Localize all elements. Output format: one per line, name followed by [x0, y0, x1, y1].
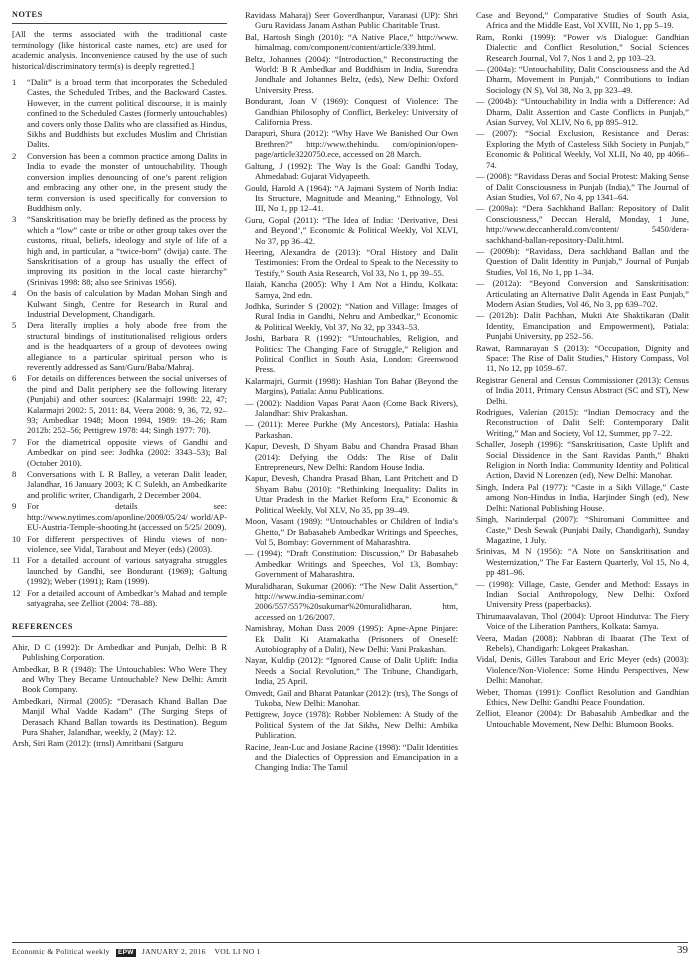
reference-entry: Ambedkar, B R (1948): The Untouchables: Who Were They and Why They Became Untouchable? New Delhi: Amrit Book Company. [12, 663, 227, 695]
note-item [12, 214, 227, 287]
note-item [12, 501, 227, 532]
reference-entry: Kapur, Devesh, Chandra Prasad Bhan, Lant Pritchett and D Shyam Babu (2010): “Rethinking Inequality: Dalits in Uttar Pradesh in the Market Reform Era,” Economic & Political Weekly, Vol XLV, No 35, pp 39–49. [245, 473, 458, 515]
reference-entry: Racine, Jean-Luc and Josiane Racine (1998): “Dalit Identities and the Dialectics of Oppression and Emancipation in a Changing India: The Tamil [245, 741, 458, 773]
notes-list [12, 77, 227, 608]
note-number: 6 [12, 373, 17, 384]
note-item [12, 534, 227, 555]
note-text: Conversations with L R Balley, a veteran Dalit leader, Jalandhar, 16 January 2003; K C Sulekh, an Ambedkarite and prolific writer, Chandigarh, 2 December 2004. [27, 469, 227, 500]
epw-logo: EPW [117, 949, 134, 956]
reference-entry: Rawat, Ramnarayan S (2013): “Occupation, Dignity and Space: The Rise of Dalit Studies,” History Compass, Vol 11, No 12, pp 1059–67. [476, 342, 689, 374]
note-item [12, 437, 227, 468]
note-text: For different perspectives of Hindu views of non-violence, see Vidal, Tarabout and Meyer (eds) (2003). [27, 533, 227, 554]
reference-entry: Beltz, Johannes (2004): “Introduction,” Reconstructing the World: B R Ambedkar and Buddhism in India, Surendra Jondhale and Johannes Beltz, (eds), New Delhi: Oxford University Press. [245, 53, 458, 95]
reference-entry: Pettigrew, Joyce (1978): Robber Noblemen: A Study of the Political System of the Jat Sikhs, New Delhi: Ambika Publication. [245, 709, 458, 741]
reference-entry: Vidal, Denis, Gilles Tarabout and Eric Meyer (eds) (2003): Violence/Non-Violence: Some Hindu Perspectives, New Delhi: Manohar. [476, 654, 689, 686]
reference-entry: Jodhka, Surinder S (2002): “Nation and Village: Images of Rural India in Gandhi, Nehru and Ambedkar,” Economic & Political Weekly, Vol 37, No 32, pp 3343–53. [245, 300, 458, 332]
note-number: 2 [12, 150, 17, 161]
reference-entry: — (2012b): Dalit Pachhan, Mukti Ate Shaktikaran (Dalit Identity, Emancipation and Empowerment), Patiala: Punjabi University, pp 252–56. [476, 310, 689, 342]
note-number: 3 [12, 214, 17, 225]
note-text: On the basis of calculation by Madan Mohan Singh and Kulwant Singh, Centre for Research in Rural and Industrial Development, Chandigarh. [27, 288, 227, 319]
note-item [12, 469, 227, 500]
note-text: For details see: http://www.nytimes.com/aponline/2009/05/24/ world/AP-EU-Austria-Temple-shooting.ht (accessed on 5/25/ 2009). [27, 501, 227, 533]
note-item [12, 77, 227, 150]
footer-publication [12, 947, 261, 957]
footer-volume: VOL LI NO 1 [214, 947, 261, 956]
note-item [12, 373, 227, 435]
note-text: For a detailed account of various satyagraha struggles launched by Gandhi, see Bondurant (1969); Galtung (1992); Weber (1991); Ram (1999). [27, 555, 227, 587]
reference-entry: Ambedkari, Nirmal (2005): “Derasach Khand Ballan Dae Manjil Whal Vadde Kadam” (The Surging Steps of Derasach Khand Ballan towards its Destination). Begum Pura Shaher, Jalandhar, weekly, 2 (May): 12. [12, 695, 227, 737]
reference-entry: Bal, Hartosh Singh (2010): “A Native Place,” http://www. himalmag. com/component/content/article/339.html. [245, 31, 458, 53]
footer-journal: Economic & Political weekly [12, 947, 110, 956]
note-number: 5 [12, 320, 17, 331]
reference-entry: Moon, Vasant (1989): “Untouchables or Children of India’s Ghetto,” Dr Babasaheb Ambedkar Writings and Speeches, Vol 5, Bombay: Government of Maharashtra. [245, 516, 458, 547]
reference-entry: Darapuri, Shura (2012): “Why Have We Banished Our Own Brethren?” http://www.thehindu. com/opinion/open-page/article3220750.ece, accessed on 28 March. [245, 128, 458, 160]
note-item [12, 151, 227, 213]
reference-entry: Singh, Narinderpal (2007): “Shiromani Committee and Caste,” Desh Sewak (Punjabi Daily, Chandigarh), Sunday Magazine, 1 July. [476, 514, 689, 545]
reference-entry: — (2008): “Ravidass Deras and Social Protest: Making Sense of Dalit Consciousness in Punjab (India),” The Journal of Asian Studies, Vol 67, No 4, pp 1341–64. [476, 171, 689, 202]
reference-entry: — (2009a): “Dera Sachkhand Ballan: Repository of Dalit Consciousness,” Deccan Herald, Monday, 1 June, http://www.deccanherald.com/content/ 5450/dera-sachkhand-ballan-repository-Dalit.html. [476, 203, 689, 245]
reference-entry: — (2007): “Social Exclusion, Resistance and Deras: Exploring the Myth of Casteless Sikh Society in Punjab,” Economic & Political Weekly, Vol XLII, No 40, pp 4066–74. [476, 128, 689, 170]
note-number: 10 [12, 533, 21, 544]
reference-entry: Ahir, D C (1992): Dr Ambedkar and Punjab, Delhi: B R Publishing Corporation. [12, 641, 227, 663]
reference-entry: Kalarmajri, Gurmit (1998): Hashian Ton Bahar (Beyond the Margins), Patiala: Annu Publications. [245, 375, 458, 397]
reference-entry: — (2009b): “Ravidass, Dera sachkhand Ballan and the Question of Dalit Identity in Punjab,” Journal of Punjab Studies, Vol 16, No 1, pp 1–34. [476, 245, 689, 277]
reference-entry: Omvedt, Gail and Bharat Patankar (2012): (trs), The Songs of Tukoba, New Delhi: Manohar. [245, 687, 458, 708]
reference-entry: Muralidharan, Sukumar (2006): “The New Dalit Assertion,” http:///www.india-seminar.com/ 2006/557/557%20sukumar%20muralidharan. htm, accessed on 1/26/2007. [245, 580, 458, 622]
note-number: 9 [12, 501, 17, 512]
reference-entry: Bondurant, Joan V (1969): Conquest of Violence: The Gandhian Philosophy of Conflict, Berkeley: University of California Press. [245, 96, 458, 128]
note-item [12, 588, 227, 609]
reference-entry: Veera, Madan (2008): Nabbran di Ibaarat (The Text of Rebels), Chandigarh: Lokgeet Prakashan. [476, 632, 689, 653]
reference-entry: — (2012a): “Beyond Conversion and Sanskritisation: Articulating an Alternative Dalit Agenda in East Punjab,” Modern Asian Studies, Vol 46, No 3, pp 639–702. [476, 278, 689, 309]
reference-entry: Kapur, Devesh, D Shyam Babu and Chandra Prasad Bhan (2014): Defying the Odds: The Rise of Dalit Entrepreneurs, New Delhi: Random House India. [245, 441, 458, 473]
reference-entry: Ilaiah, Kancha (2005): Why I Am Not a Hindu, Kolkata: Samya, 2nd edn. [245, 279, 458, 300]
note-item [12, 288, 227, 319]
reference-entry: — (2011): Meree Purkhe (My Ancestors), Patiala: Hashia Parkashan. [245, 419, 458, 440]
note-number: 7 [12, 436, 17, 447]
reference-entry: Namishray, Mohan Dass 2009 (1995): Apne-Apne Pinjare: Ek Dalit Ki Atamakatha (Prisoners of Oneself: Autobiography of a Dalit), New Delhi: Vani Prakashan. [245, 623, 458, 654]
page-number: 39 [677, 944, 688, 956]
reference-entry: Gould, Harold A (1964): “A Jajmani System of North India: Its Structure, Magnitude and Meaning,” Ethnology, Vol III, No 1, pp 12–41. [245, 182, 458, 214]
reference-entry: Zelliot, Eleanor (2004): Dr Babasahib Ambedkar and the Untouchable Movement, New Delhi: Blumoon Books. [476, 708, 689, 729]
reference-entry: Weber, Thomas (1991): Conflict Resolution and Gandhian Ethics, New Delhi: Gandhi Peace Foundation. [476, 686, 689, 707]
page-footer [12, 942, 688, 957]
note-text: Conversion has been a common practice among Dalits in India to evade the monster of untouchability. Though conversion implies denouncing of one’s parent religion and embracing any other one, in the present study the term conversion is used specifically for conversion to Buddhism only. [27, 150, 227, 213]
reference-entry: Rodrigues, Valerian (2015): “Indian Democracy and the Reconstruction of Dalit Self: Contemporary Dalit Writing,” Man and Society, Vol 12, Summer, pp 7–22. [476, 407, 689, 438]
notes-intro: [All the terms associated with the traditional caste terminology (like historical caste names, etc) are used for academic analysis. Inconvenience caused by the use of such historical/discriminatory term(s) is deeply regretted.] [12, 29, 227, 71]
reference-entry: Srinivas, M N (1956): “A Note on Sanskritisation and Westernization,” The Far Eastern Quarterly, Vol 15, No 4, pp 481–96. [476, 546, 689, 578]
reference-entry: Schaller, Joseph (1996): “Sanskritisation, Caste Uplift and Social Dissidence in the Sant Ravidas Panth,” Bhakti Religion in North India: Community Identity and Political Action, David N Lorenzen (ed), New Delhi: Manohar. [476, 439, 689, 481]
reference-entry: Galtung, J (1992): The Way Is the Goal: Gandhi Today, Ahmedabad: Gujarat Vidyapeeth. [245, 160, 458, 182]
note-number: 11 [12, 555, 21, 566]
references-list-col3 [476, 10, 689, 730]
note-text: “Sanskritisation may be briefly defined as the process by which a “low” caste or tribe or other group takes over the customs, ritual, beliefs, ideology and style of life of a high and, in particular, a “twice-born” (dwija) caste. The Sanskritisation of a group has usually the effect of improving its position in the local caste hierarchy” (Srinivas 1998: 88; also see Srinivas 1956). [27, 214, 227, 287]
note-number: 12 [12, 587, 21, 598]
reference-entry: Guru, Gopal (2011): “The Idea of India: ‘Derivative, Desi and Beyond’,” Economic & Political Weekly, Vol XLVI, No 37, pp 36–42. [245, 214, 458, 246]
reference-entry: — (2002): Naddion Vapas Parat Aaon (Come Back Rivers), Jalandhar: Shiv Prakashan. [245, 397, 458, 419]
note-text: “Dalit” is a broad term that incorporates the Scheduled Castes, the Scheduled Tribes, and the Backward Castes. However, in the current political discourse, it is mainly confined to the Scheduled Castes (formerly untouchables) and covers only those Dalits who are classified as Hindus, Sikhs and Buddhists but excludes Muslim and Christian Dalits. [27, 77, 227, 150]
reference-entry: — (2004b): “Untouchability in India with a Difference: Ad Dharm, Dalit Assertion and Caste Conflicts in Punjab,” Asian Survey, Vol XLIV, No 6, pp 895–912. [476, 96, 689, 128]
reference-entry: — (1994): “Draft Constitution: Discussion,” Dr Babasaheb Ambedkar Writings and Speeches, Vol 13, Bombay: Government of Maharashtra. [245, 548, 458, 580]
references-list-col1 [12, 642, 227, 749]
reference-entry: Arsh, Siri Ram (2012): (trnsl) Amritbani (Satguru [12, 738, 184, 749]
reference-entry: Nayar, Kuldip (2012): “Ignored Cause of Dalit Uplift: India Needs a Social Revolution,” The Tribune, Chandigarh, India, 25 April. [245, 655, 458, 687]
note-number: 1 [12, 77, 17, 88]
note-number: 4 [12, 288, 17, 299]
reference-entry: Singh, Indera Pal (1977): “Caste in a Sikh Village,” Caste among Non-Hindus in India, Harjinder Singh (ed), New Delhi: National Publishing House. [476, 481, 689, 513]
references-list-col2 [245, 10, 458, 774]
footer-date: JANUARY 2, 2016 [141, 947, 206, 956]
reference-entry: Heering, Alexandra de (2013): “Oral History and Dalit Testimonies: From the Ordeal to Speak to the Necessity to Testify,” South Asia Research, Vol 33, No 1, pp 39–55. [245, 246, 458, 278]
note-number: 8 [12, 469, 17, 480]
reference-entry: — (1998): Village, Caste, Gender and Method: Essays in Indian Social Anthropology, New Delhi: Oxford University Press (paperbacks). [476, 578, 689, 610]
note-item [12, 555, 227, 586]
note-text: For details on differences between the social universes of the pind and Dalit periphery see the following literary (Punjabi) and other sources: (Kalarmajri 1998: 22, 47; Kalarmajri 2002: 5, 2011: 84, Veera 2008: 9, 36, 72, 92–93; Ambedkar 1948; Moon 1994, 1989: 19–26; Ram 2012b: 252–56; Pettigrew 1978: 44; Singh 1977: 70). [27, 373, 227, 436]
note-text: For a detailed account of Ambedkar’s Mahad and temple satyagraha, see Zelliot (2004: 78–88). [27, 587, 227, 608]
note-text: For the diametrical opposite views of Gandhi and Ambedkar on pind see: Jodhka (2002: 3343–53); Bal (October 2010). [27, 436, 227, 468]
reference-entry: Case and Beyond,” Comparative Studies of South Asia, Africa and the Middle East, Vol XVIII, No 1, pp 5–19. [476, 10, 689, 31]
reference-entry: — (2004a): “Untouchability, Dalit Consciousness and the Ad Dharm, Movement in Punjab,” Contributions to Indian Sociology (N S), Vol 38, No 3, pp 323–49. [476, 64, 689, 95]
left-column [12, 10, 227, 750]
reference-entry: Joshi, Barbara R (1992): “Untouchables, Religion, and Politics: The Changing Face of Struggle,” Religion and Political Conflict in South Asia, London: Greenwood Press. [245, 333, 458, 375]
note-item [12, 320, 227, 372]
reference-entry: Ravidass Maharaj) Seer Goverdhanpur, Varanasi (UP): Shri Guru Ravidass Janam Asthan Public Charitable Trust. [245, 10, 458, 31]
notes-heading: NOTES [12, 10, 227, 24]
note-text: Dera literally implies a holy abode free from the structural bindings of institutionalised religious orders and is the headquarters of a group of devotees owing allegiance to a particular spiritual person who is reverently addressed as Sant/Guru/Baba/Mahraj. [27, 320, 227, 372]
reference-entry: Thirumaavalavan, Thol (2004): Uproot Hindutva: The Fiery Voice of the Liberation Panthers, Kolkata: Samya. [476, 610, 689, 632]
references-heading: REFERENCES [12, 622, 227, 636]
reference-entry: Registrar General and Census Commissioner (2013): Census of India 2011, Primary Census Abstract (SC and ST), New Delhi. [476, 374, 689, 406]
reference-entry: Ram, Ronki (1999): “Power v/s Dialogue: Gandhian Dialectic and Conflict Resolution,” Social Sciences Research Journal, Vol 7, Nos 1 and 2, pp 103–23. [476, 31, 689, 63]
